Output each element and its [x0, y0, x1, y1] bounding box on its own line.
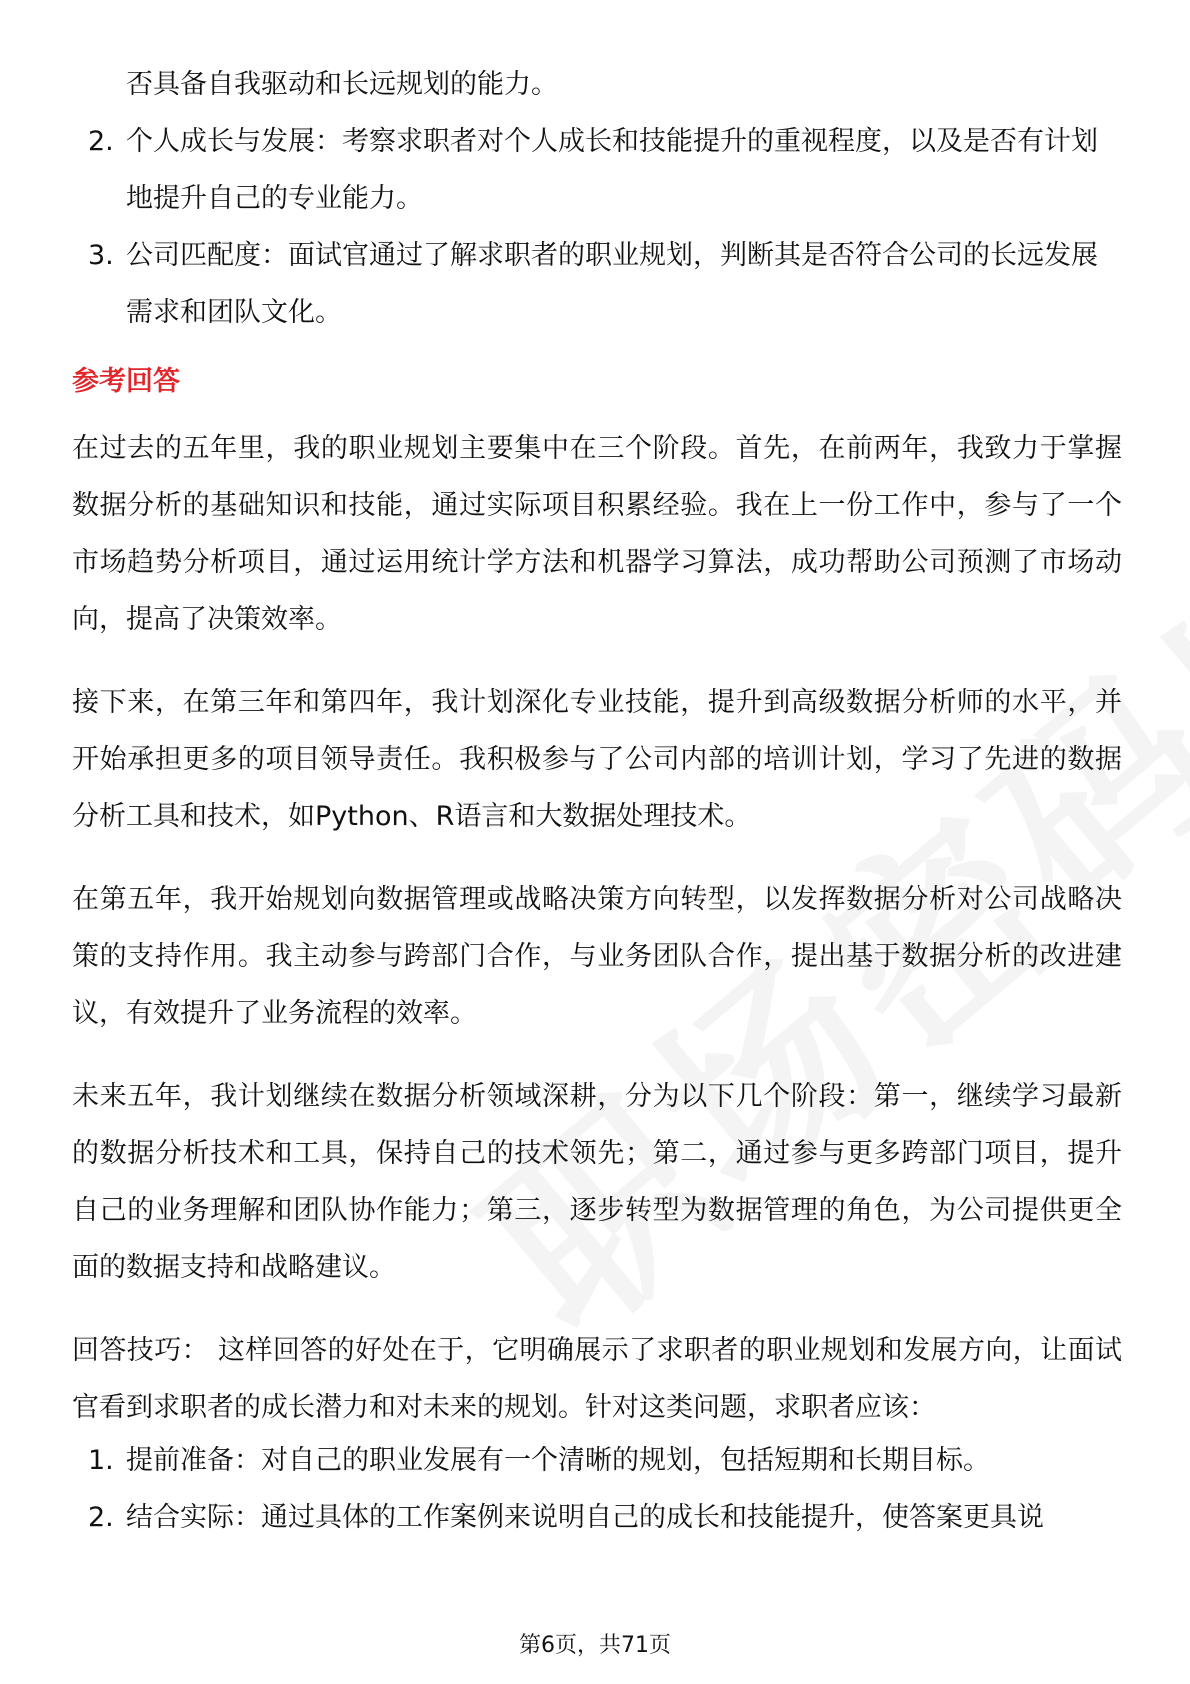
list-item-continuation: 否具备自我驱动和长远规划的能力。 — [126, 69, 558, 100]
numbered-list — [72, 1432, 1122, 1546]
list-item — [72, 227, 1122, 341]
paragraph: 在过去的五年里，我的职业规划主要集中在三个阶段。首先，在前两年，我致力于掌握数据分析的基础知识和技能，通过实际项目积累经验。我在上一份工作中，参与了一个市场趋势分析项目，通过运用统计学方法和机器学习算法，成功帮助公司预测了市场动向，提高了决策效率。 — [72, 433, 1122, 635]
list-item-text: 个人成长与发展：考察求职者对个人成长和技能提升的重视程度，以及是否有计划地提升自己的专业能力。 — [126, 126, 1098, 214]
paragraph: 接下来，在第三年和第四年，我计划深化专业技能，提升到高级数据分析师的水平，并开始承担更多的项目领导责任。我积极参与了公司内部的培训计划，学习了先进的数据分析工具和技术，如Python、R语言和大数据处理技术。 — [72, 687, 1122, 832]
answer-body — [72, 420, 1122, 1436]
list-item — [72, 1489, 1122, 1546]
list-item — [72, 113, 1122, 227]
page-content — [72, 56, 1122, 1546]
page-footer: 第6页，共71页 — [519, 1633, 671, 1658]
section-heading: 参考回答 — [72, 366, 180, 397]
list-number: 2. — [88, 126, 114, 157]
numbered-list — [72, 113, 1122, 341]
paragraph: 回答技巧： 这样回答的好处在于，它明确展示了求职者的职业规划和发展方向，让面试官看到求职者的成长潜力和对未来的规划。针对这类问题，求职者应该： — [72, 1335, 1122, 1423]
list-item-text: 提前准备：对自己的职业发展有一个清晰的规划，包括短期和长期目标。 — [126, 1445, 990, 1476]
paragraph: 未来五年，我计划继续在数据分析领域深耕，分为以下几个阶段：第一，继续学习最新的数据分析技术和工具，保持自己的技术领先；第二，通过参与更多跨部门项目，提升自己的业务理解和团队协作能力；第三，逐步转型为数据管理的角色，为公司提供更全面的数据支持和战略建议。 — [72, 1081, 1122, 1283]
list-item-text: 公司匹配度：面试官通过了解求职者的职业规划，判断其是否符合公司的长远发展需求和团队文化。 — [126, 240, 1098, 328]
list-number: 1. — [88, 1445, 114, 1476]
list-item-text: 结合实际：通过具体的工作案例来说明自己的成长和技能提升，使答案更具说 — [126, 1502, 1044, 1533]
list-number: 3. — [88, 240, 114, 271]
list-number: 2. — [88, 1502, 114, 1533]
list-item — [72, 1432, 1122, 1489]
paragraph: 在第五年，我开始规划向数据管理或战略决策方向转型，以发挥数据分析对公司战略决策的支持作用。我主动参与跨部门合作，与业务团队合作，提出基于数据分析的改进建议，有效提升了业务流程的效率。 — [72, 884, 1122, 1029]
